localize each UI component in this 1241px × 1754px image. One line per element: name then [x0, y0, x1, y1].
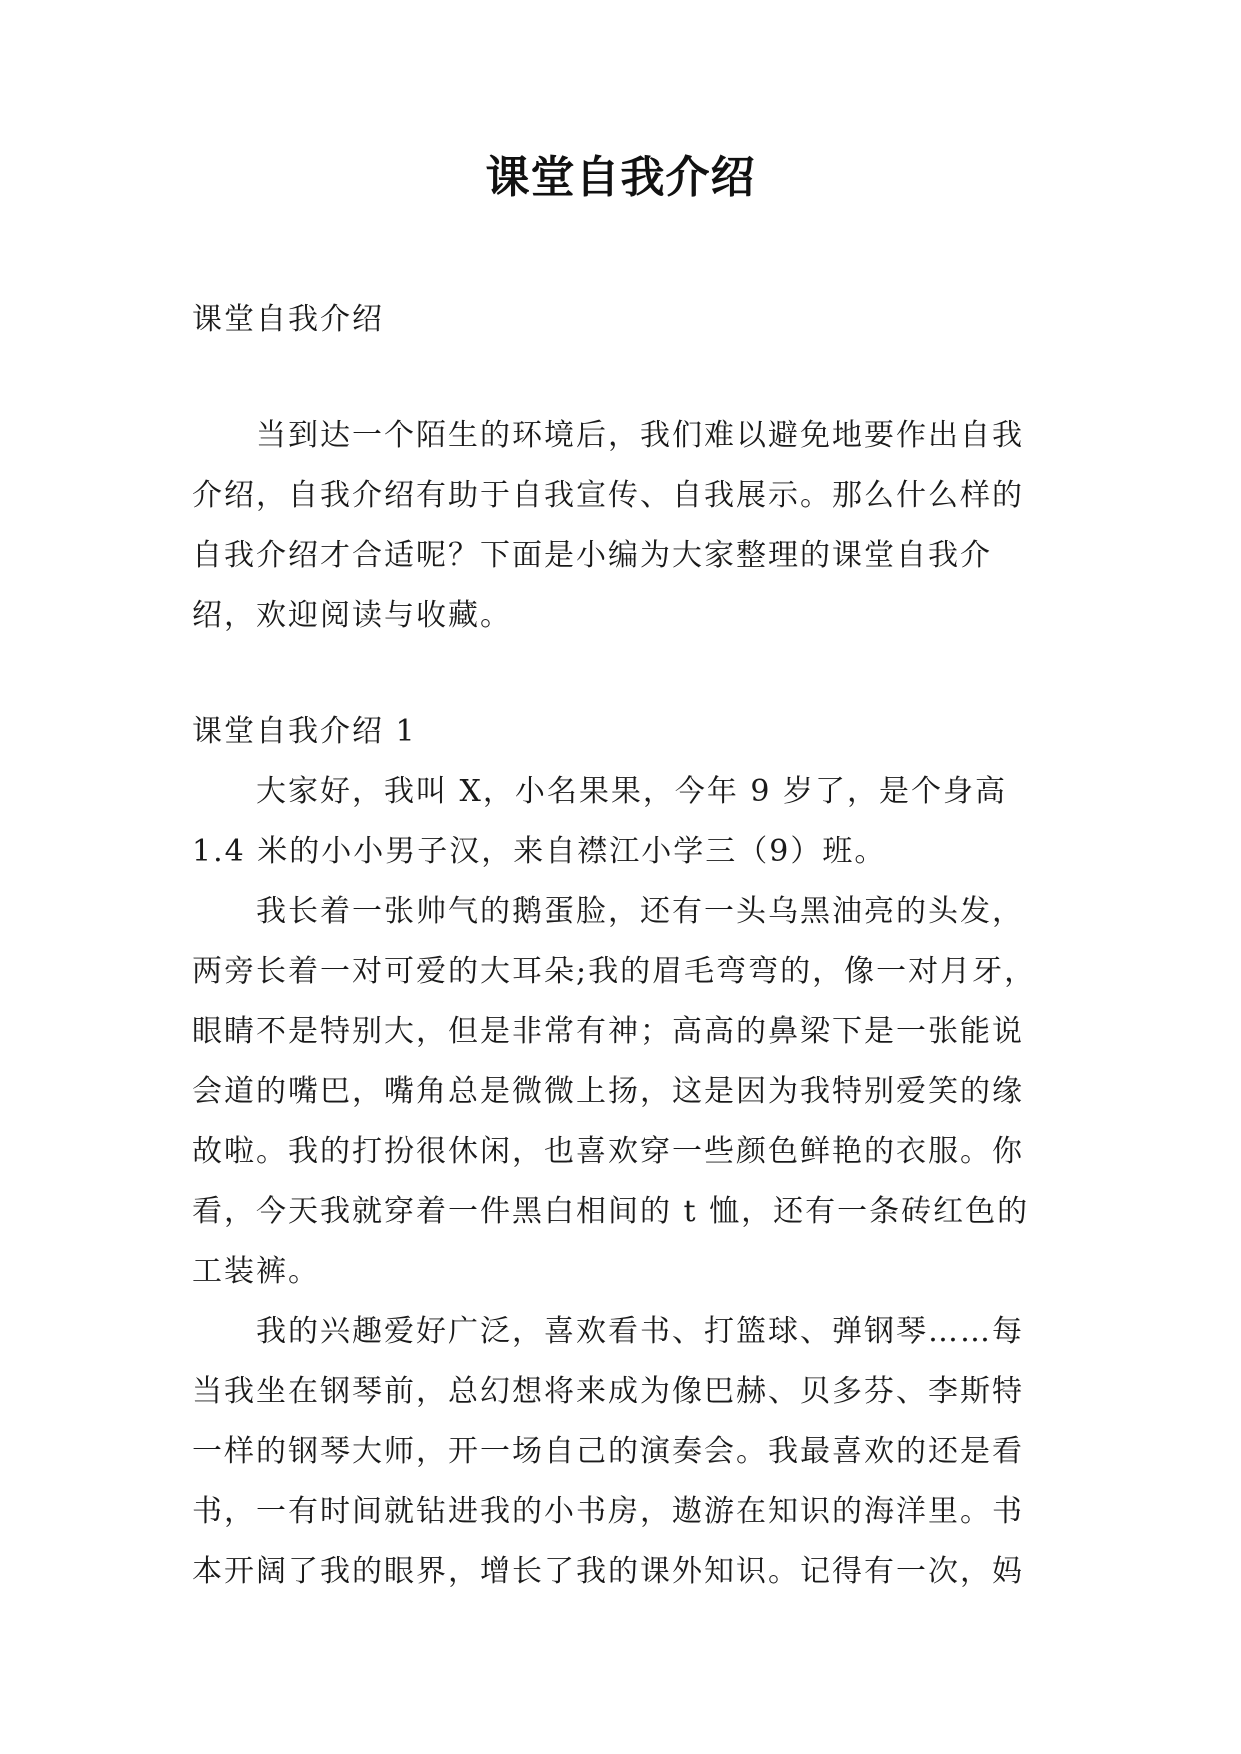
spacer — [192, 350, 1052, 406]
intro-paragraph: 当到达一个陌生的环境后，我们难以避免地要作出自我介绍，自我介绍有助于自我宣传、自我展示。那么什么样的自我介绍才合适呢？下面是小编为大家整理的课堂自我介绍，欢迎阅读与收藏。 — [192, 418, 1024, 633]
document-subtitle: 课堂自我介绍 — [192, 302, 384, 337]
body-paragraph: 我的兴趣爱好广泛，喜欢看书、打篮球、弹钢琴……每当我坐在钢琴前，总幻想将来成为像巴赫、贝多芬、李斯特一样的钢琴大师，开一场自己的演奏会。我最喜欢的还是看书，一有时间就钻进我的小书房，遨游在知识的海洋里。书本开阔了我的眼界，增长了我的课外知识。记得有一次，妈 — [192, 1314, 1024, 1589]
document-body — [192, 290, 1052, 1602]
body-paragraph: 大家好，我叫 X，小名果果，今年 9 岁了，是个身高 1.4 米的小小男子汉，来自襟江小学三（9）班。 — [192, 774, 1008, 869]
spacer — [192, 646, 1052, 702]
document-title: 课堂自我介绍 — [485, 152, 756, 203]
body-paragraph: 我长着一张帅气的鹅蛋脸，还有一头乌黑油亮的头发，两旁长着一对可爱的大耳朵;我的眉毛弯弯的，像一对月牙，眼睛不是特别大，但是非常有神；高高的鼻梁下是一张能说会道的嘴巴，嘴角总是微微上扬，这是因为我特别爱笑的缘故啦。我的打扮很休闲，也喜欢穿一些颜色鲜艳的衣服。你看，今天我就穿着一件黑白相间的 t 恤，还有一条砖红色的工装裤。 — [192, 894, 1037, 1289]
section-heading: 课堂自我介绍 1 — [192, 714, 417, 749]
